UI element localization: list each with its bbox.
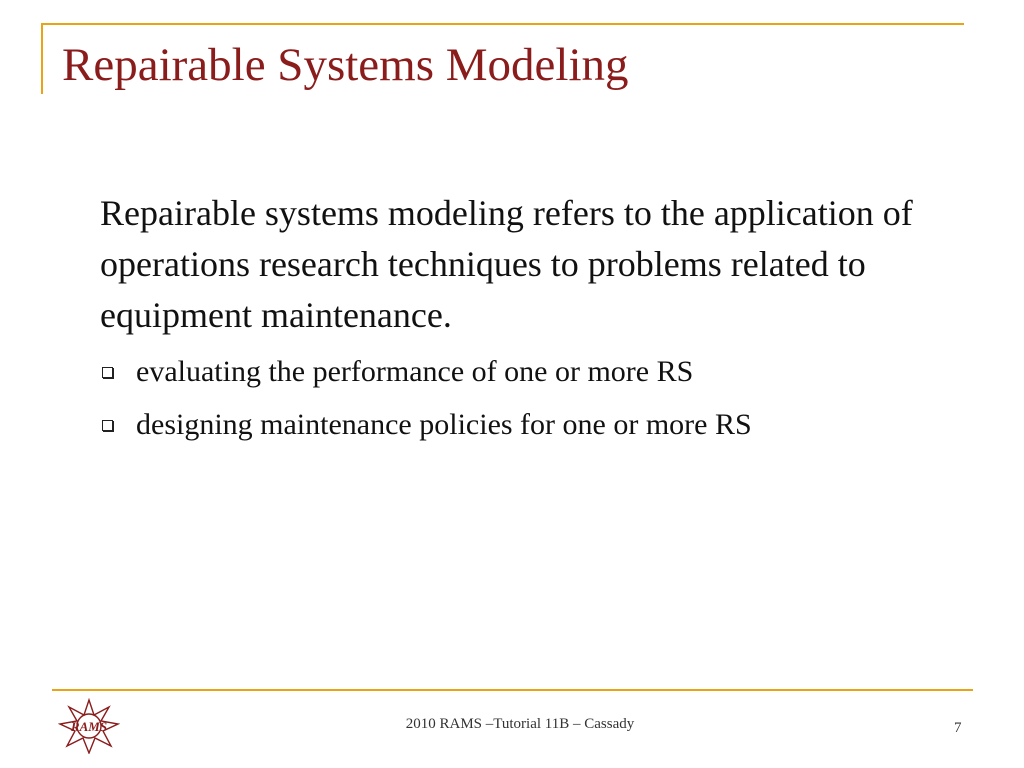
- intro-paragraph: Repairable systems modeling refers to the application of operations research techniques to problems related to equipment maintenance.: [100, 193, 913, 335]
- page-number: 7: [954, 720, 962, 736]
- logo-text: RAMS: [70, 719, 108, 734]
- slide-title: Repairable Systems Modeling: [62, 39, 629, 91]
- bullet-item: [100, 345, 960, 398]
- top-rule: [41, 23, 964, 25]
- bullet-text: designing maintenance policies for one or more RS: [136, 408, 752, 441]
- bottom-rule: [52, 689, 973, 691]
- bullet-text: evaluating the performance of one or more RS: [136, 355, 694, 388]
- checkbox-bullet-icon: [102, 367, 113, 378]
- footer-text: 2010 RAMS –Tutorial 11B – Cassady: [405, 716, 635, 732]
- bullet-list: [100, 345, 960, 451]
- checkbox-bullet-icon: [102, 420, 113, 431]
- bullet-item: [100, 398, 960, 451]
- left-rule: [41, 23, 43, 94]
- slide-body: [100, 188, 960, 451]
